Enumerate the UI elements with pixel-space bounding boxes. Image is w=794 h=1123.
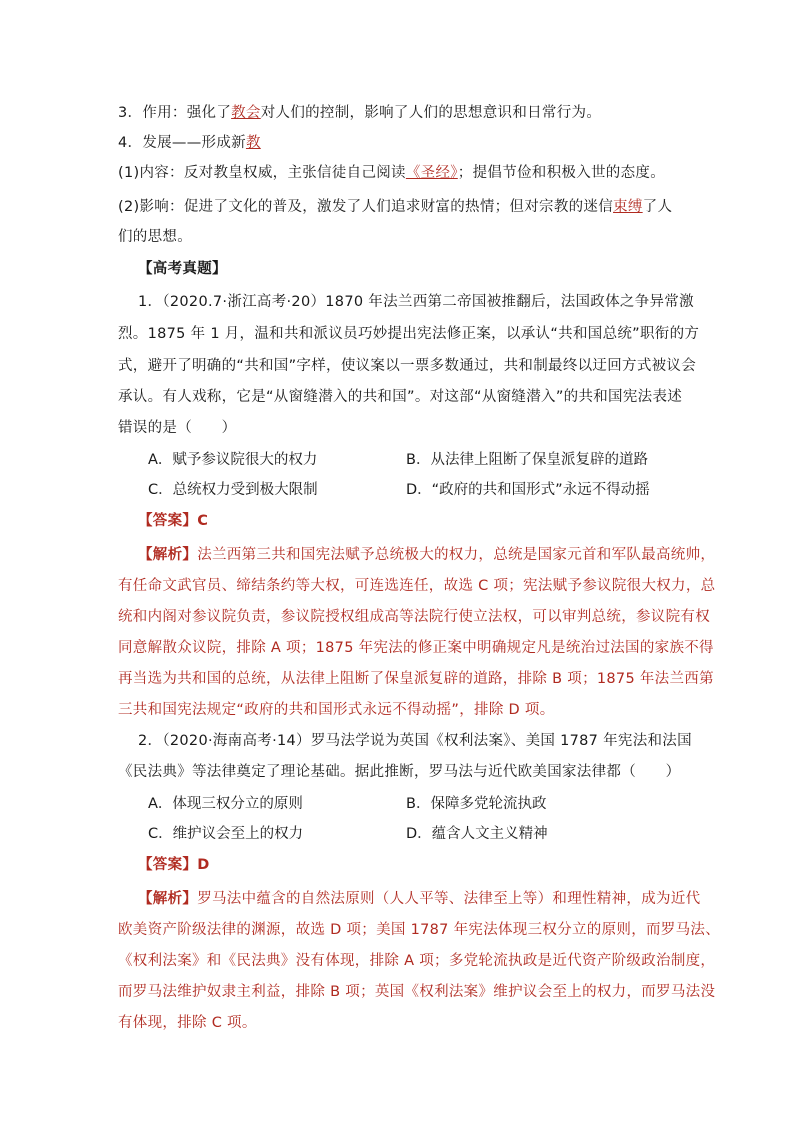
q1-line: 承认。有人戏称，它是“从窗缝潜入的共和国”。对这部“从窗缝潜入”的共和国宪法表述: [118, 389, 683, 405]
keyword-bind: 束缚: [613, 199, 643, 215]
theory-text: ；提倡节俭和积极入世的态度。: [457, 165, 665, 181]
q2-line: 《民法典》等法律奠定了理论基础。据此推断，罗马法与近代欧美国家法律都（ ）: [118, 764, 681, 780]
q2-answer: [138, 855, 698, 875]
q1-line: 错误的是（ ）: [118, 420, 237, 436]
theory-point-4: [118, 133, 678, 153]
answer-value: D: [197, 857, 210, 873]
keyword-bible: 《圣经》: [405, 165, 458, 181]
q2-option-b: B．保障多党轮流执政: [406, 796, 547, 812]
theory-text: 4．发展——形成新: [118, 135, 246, 151]
q2-option-c: C．维护议会至上的权力: [148, 826, 304, 842]
theory-point-3: [118, 103, 678, 123]
q2-analysis-line: 有体现，排除 C 项。: [118, 1015, 257, 1031]
analysis-text: 法兰西第三共和国宪法赋予总统极大的权力，总统是国家元首和军队最高统帅，: [197, 547, 716, 563]
answer-value: C: [197, 513, 209, 529]
q2-line: 2．（2020·海南高考·14）罗马法学说为英国《权利法案》、美国 1787 年宪法和法国: [138, 733, 692, 749]
theory-text: 对人们的控制，影响了人们的思想意识和日常行为。: [260, 105, 602, 121]
answer-label: 【答案】: [138, 513, 198, 529]
theory-point-4-1: [118, 163, 678, 183]
section-title: 【高考真题】: [138, 261, 227, 277]
q1-option-c: C．总统权力受到极大限制: [148, 482, 318, 498]
q1-line: 1．（2020.7·浙江高考·20）1870 年法兰西第二帝国被推翻后，法国政体之争异常激: [138, 294, 694, 310]
q1-option-b: B．从法律上阻断了保皇派复辟的道路: [406, 452, 648, 468]
q2-analysis-line: 欧美资产阶级法律的渊源，故选 D 项；美国 1787 年宪法体现三权分立的原则，而罗马法、: [118, 922, 720, 938]
theory-point-4-2: [118, 197, 678, 217]
analysis-text: 罗马法中蕴含的自然法原则（人人平等、法律至上等）和理性精神，成为近代: [197, 891, 701, 907]
q1-analysis-line: 同意解散众议院，排除 A 项；1875 年宪法的修正案中明确规定凡是统治过法国的家族不得: [118, 640, 714, 656]
q1-option-d: D．“政府的共和国形式”永远不得动摇: [406, 482, 650, 498]
q1-line: 烈。1875 年 1 月，温和共和派议员巧妙提出宪法修正案，以承认“共和国总统”职衔的方: [118, 326, 700, 342]
q1-option-a: A．赋予参议院很大的权力: [148, 452, 318, 468]
answer-label: 【答案】: [138, 857, 198, 873]
q1-analysis-line: 有任命文武官员、缔结条约等大权，可连选连任，故选 C 项；宪法赋予参议院很大权力，总: [118, 578, 716, 594]
keyword-new-religion: 教: [245, 135, 261, 151]
q2-analysis-line: 而罗马法维护奴隶主利益，排除 B 项；英国《权利法案》维护议会至上的权力，而罗马法没: [118, 984, 716, 1000]
q2-option-a: A．体现三权分立的原则: [148, 796, 303, 812]
q2-analysis-line: 《权利法案》和《民法典》没有体现，排除 A 项；多党轮流执政是近代资产阶级政治制度，: [118, 953, 716, 969]
theory-text: 了人: [642, 199, 673, 215]
keyword-church: 教会: [231, 105, 261, 121]
q1-line: 式，避开了明确的“共和国”字样，使议案以一票多数通过，共和制最终以迂回方式被议会: [118, 358, 697, 374]
theory-text: (2)影响：促进了文化的普及，激发了人们追求财富的热情；但对宗教的迷信: [118, 199, 614, 215]
theory-point-4-2-cont: 们的思想。: [118, 229, 192, 245]
q2-option-d: D．蕴含人文主义精神: [406, 826, 548, 842]
analysis-label: 【解析】: [138, 891, 198, 907]
analysis-label: 【解析】: [138, 547, 198, 563]
q1-analysis-line: [138, 545, 716, 565]
q1-analysis-line: 三共和国宪法规定“政府的共和国形式永远不得动摇”，排除 D 项。: [118, 702, 555, 718]
q1-analysis-line: 再当选为共和国的总统，从法律上阻断了保皇派复辟的道路，排除 B 项；1875 年法兰西第: [118, 671, 714, 687]
q1-analysis-line: 统和内阁对参议院负责，参议院授权组成高等法院行使立法权，可以审判总统，参议院有权: [118, 609, 710, 625]
theory-text: (1)内容：反对教皇权威，主张信徒自己阅读: [118, 165, 406, 181]
q2-analysis-line: [138, 889, 701, 909]
q1-answer: [138, 511, 698, 531]
theory-text: 3．作用：强化了: [118, 105, 232, 121]
